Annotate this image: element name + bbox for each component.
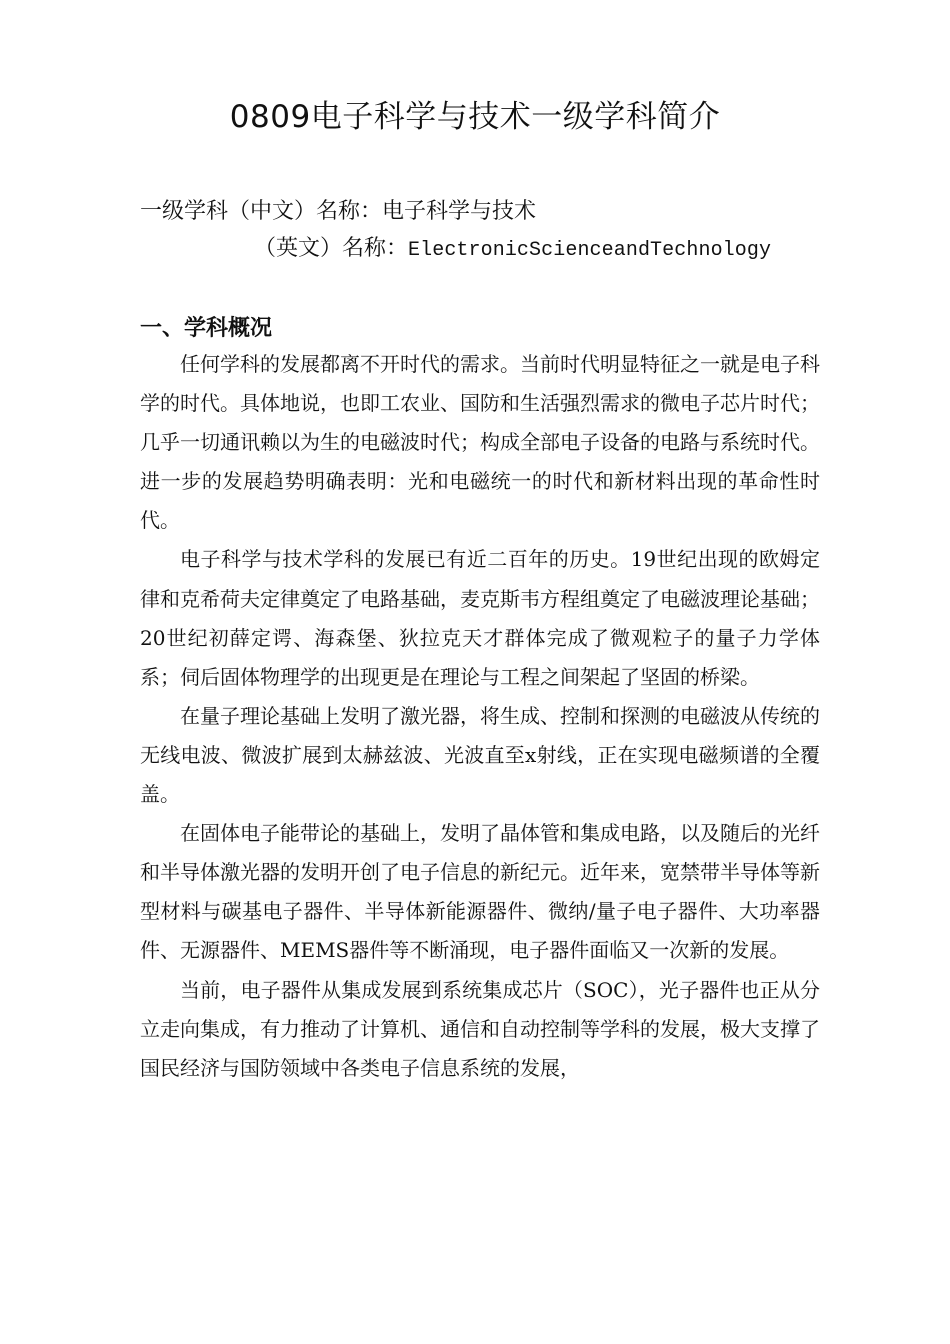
overview-paragraph-4: 在固体电子能带论的基础上，发明了晶体管和集成电路，以及随后的光纤和半导体激光器的发明开创了电子信息的新纪元。近年来，宽禁带半导体等新型材料与碳基电子器件、半导体新能源器件、微纳/量子电子器件、大功率器件、无源器件、MEMS器件等不断涌现，电子器件面临又一次新的发展。: [140, 821, 820, 963]
section-heading-overview: 一、学科概况: [140, 316, 273, 341]
overview-paragraph-5: 当前，电子器件从集成发展到系统集成芯片（SOC），光子器件也正从分立走向集成，有力推动了计算机、通信和自动控制等学科的发展，极大支撑了国民经济与国防领域中各类电子信息系统的发展，: [140, 977, 820, 1080]
english-name-value: ElectronicScienceandTechnology: [408, 239, 772, 262]
overview-paragraph-2: 电子科学与技术学科的发展已有近二百年的历史。19世纪出现的欧姆定律和克希荷夫定律奠定了电路基础，麦克斯韦方程组奠定了电磁波理论基础；20世纪初薛定谔、海森堡、狄拉克天才群体完成了微观粒子的量子力学体系；伺后固体物理学的出现更是在理论与工程之间架起了坚固的桥梁。: [140, 547, 820, 689]
chinese-discipline-name: 一级学科（中文）名称：电子科学与技术: [140, 199, 537, 224]
english-name-prefix: （英文）名称：: [254, 236, 409, 261]
overview-paragraph-1: 任何学科的发展都离不开时代的需求。当前时代明显特征之一就是电子科学的时代。具体地说，也即工农业、国防和生活强烈需求的微电子芯片时代；几乎一切通讯赖以为生的电磁波时代；构成全部电子设备的电路与系统时代。进一步的发展趋势明确表明：光和电磁统一的时代和新材料出现的革命性时代。: [140, 352, 820, 533]
document-title: 0809电子科学与技术一级学科简介: [229, 99, 721, 135]
english-discipline-name: [254, 231, 830, 269]
overview-body: [140, 345, 820, 1088]
overview-paragraph-3: 在量子理论基础上发明了激光器，将生成、控制和探测的电磁波从传统的无线电波、微波扩展到太赫兹波、光波直至x射线，正在实现电磁频谱的全覆盖。: [140, 703, 820, 807]
